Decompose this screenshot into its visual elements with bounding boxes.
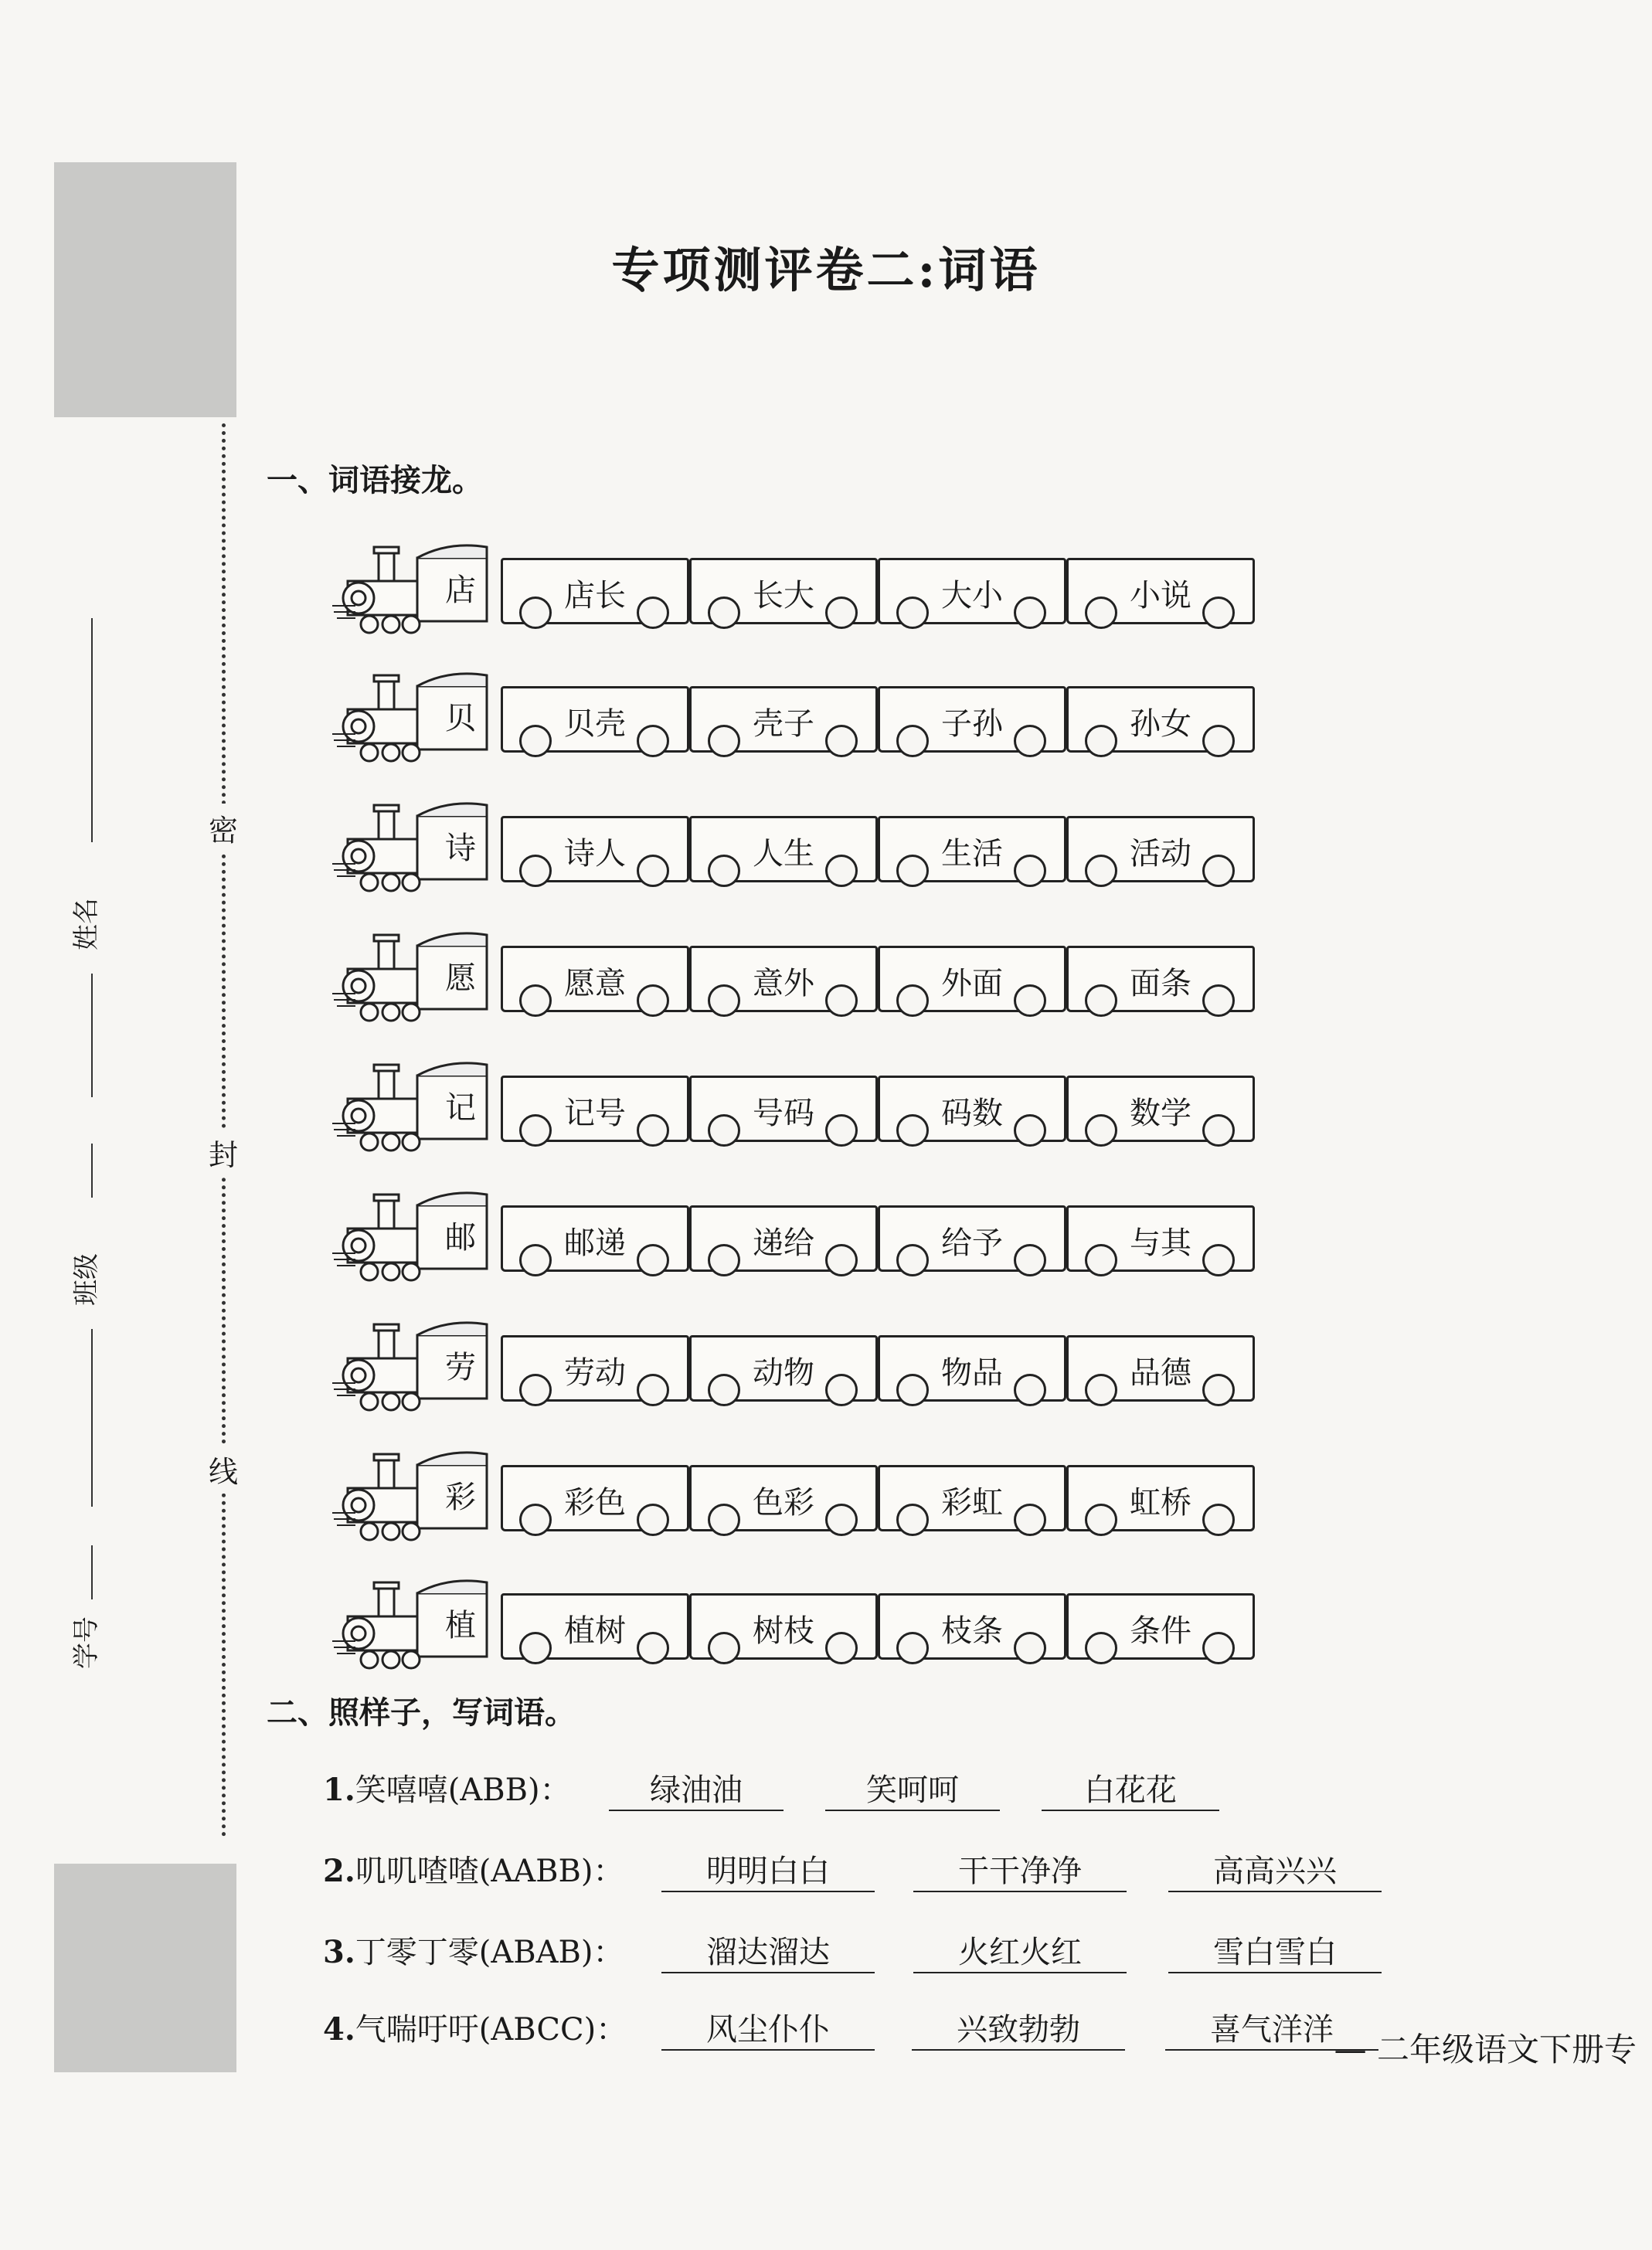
name-field-label: 姓名 bbox=[71, 898, 102, 950]
train-wheel bbox=[825, 596, 858, 629]
item-number: 2. bbox=[323, 1853, 355, 1889]
train-wheel bbox=[637, 1504, 669, 1536]
train-wheel bbox=[519, 1244, 552, 1276]
train-car-word[interactable]: 贝壳 bbox=[564, 706, 626, 742]
train-wheel bbox=[896, 725, 929, 757]
item-number: 4. bbox=[323, 2011, 355, 2048]
answer-field[interactable]: 干干净净 bbox=[913, 1847, 1127, 1892]
train-wheel bbox=[1202, 855, 1235, 887]
class-field-label: 班级 bbox=[71, 1253, 102, 1306]
train-wheel bbox=[1014, 1244, 1046, 1276]
item-separator: ： bbox=[596, 2012, 627, 2048]
word-train bbox=[332, 1576, 1259, 1677]
train-car-word[interactable]: 孙女 bbox=[1130, 706, 1191, 742]
locomotive-icon bbox=[332, 799, 502, 899]
train-wheel bbox=[1202, 725, 1235, 757]
id-field-label: 学号 bbox=[71, 1616, 102, 1669]
train-start-char: 诗 bbox=[445, 831, 476, 866]
train-start-char: 愿 bbox=[445, 960, 476, 996]
train-wheel bbox=[637, 596, 669, 629]
section2-heading: 二、照样子，写词语。 bbox=[267, 1694, 576, 1731]
train-car-word[interactable]: 与其 bbox=[1130, 1225, 1191, 1261]
train-car-word[interactable]: 大小 bbox=[941, 578, 1003, 613]
train-wheel bbox=[1085, 596, 1117, 629]
item-prompt: 叽叽喳喳(AABB) bbox=[355, 1854, 593, 1889]
train-wheel bbox=[708, 596, 740, 629]
locomotive-icon bbox=[332, 541, 502, 641]
answer-field[interactable]: 绿油油 bbox=[609, 1766, 784, 1811]
train-wheel bbox=[825, 1374, 858, 1406]
train-car-word[interactable]: 条件 bbox=[1130, 1613, 1191, 1649]
item-separator: ： bbox=[593, 1935, 624, 1970]
name-field-line-upper bbox=[91, 618, 93, 842]
answer-field[interactable]: 喜气洋洋 bbox=[1165, 2005, 1378, 2051]
train-wheel bbox=[896, 1504, 929, 1536]
page-footer: — 二年级语文下册专 bbox=[1334, 2031, 1637, 2068]
train-car-word[interactable]: 号码 bbox=[753, 1096, 814, 1131]
item-number: 1. bbox=[323, 1772, 355, 1808]
train-wheel bbox=[637, 1244, 669, 1276]
train-wheel bbox=[896, 855, 929, 887]
locomotive-icon bbox=[332, 669, 502, 770]
train-car-word[interactable]: 意外 bbox=[753, 966, 814, 1001]
train-wheel bbox=[1202, 1374, 1235, 1406]
item-number: 3. bbox=[323, 1934, 355, 1970]
train-car-word[interactable]: 物品 bbox=[941, 1355, 1003, 1391]
answer-field[interactable]: 火红火红 bbox=[913, 1928, 1127, 1973]
train-wheel bbox=[896, 984, 929, 1017]
class-field-line-upper bbox=[91, 1144, 93, 1198]
train-car-word[interactable]: 递给 bbox=[753, 1225, 814, 1261]
train-wheel bbox=[1202, 984, 1235, 1017]
train-wheel bbox=[1014, 855, 1046, 887]
train-car-word[interactable]: 诗人 bbox=[564, 836, 626, 872]
train-wheel bbox=[519, 855, 552, 887]
train-wheel bbox=[637, 855, 669, 887]
word-train bbox=[332, 669, 1259, 770]
train-wheel bbox=[708, 1504, 740, 1536]
item-prompt: 气喘吁吁(ABCC) bbox=[355, 2012, 597, 2048]
train-car-word[interactable]: 愿意 bbox=[564, 966, 626, 1001]
item-separator: ： bbox=[593, 1854, 624, 1889]
locomotive-icon bbox=[332, 1576, 502, 1677]
train-wheel bbox=[825, 1632, 858, 1664]
train-car-word[interactable]: 给予 bbox=[941, 1225, 1003, 1261]
train-wheel bbox=[637, 1114, 669, 1147]
word-train bbox=[332, 1188, 1259, 1289]
train-start-char: 邮 bbox=[445, 1220, 476, 1256]
train-wheel bbox=[708, 984, 740, 1017]
train-wheel bbox=[519, 1374, 552, 1406]
train-car-word[interactable]: 长大 bbox=[753, 578, 814, 613]
word-train bbox=[332, 1059, 1259, 1159]
train-wheel bbox=[1014, 984, 1046, 1017]
train-start-char: 劳 bbox=[445, 1350, 476, 1385]
train-car-word[interactable]: 虹桥 bbox=[1130, 1485, 1191, 1521]
train-wheel bbox=[519, 596, 552, 629]
train-wheel bbox=[1085, 1632, 1117, 1664]
train-wheel bbox=[1014, 725, 1046, 757]
seal-char-mi: 密 bbox=[209, 804, 238, 852]
train-wheel bbox=[825, 725, 858, 757]
train-wheel bbox=[519, 1632, 552, 1664]
train-wheel bbox=[637, 1632, 669, 1664]
train-wheel bbox=[1085, 984, 1117, 1017]
train-car-word[interactable]: 树枝 bbox=[753, 1613, 814, 1649]
train-car-word[interactable]: 面条 bbox=[1130, 966, 1191, 1001]
word-train bbox=[332, 1448, 1259, 1548]
train-wheel bbox=[825, 984, 858, 1017]
locomotive-icon bbox=[332, 1448, 502, 1548]
train-wheel bbox=[708, 855, 740, 887]
answer-field[interactable]: 雪白雪白 bbox=[1168, 1928, 1382, 1973]
train-wheel bbox=[825, 1504, 858, 1536]
train-wheel bbox=[1085, 1374, 1117, 1406]
answer-field[interactable]: 白花花 bbox=[1042, 1766, 1219, 1811]
item-prompt: 笑嘻嘻(ABB) bbox=[355, 1772, 540, 1808]
train-wheel bbox=[637, 1374, 669, 1406]
train-wheel bbox=[1014, 596, 1046, 629]
train-car-word[interactable]: 劳动 bbox=[564, 1355, 626, 1391]
train-wheel bbox=[519, 1114, 552, 1147]
train-car-word[interactable]: 活动 bbox=[1130, 836, 1191, 872]
train-car-word[interactable]: 植树 bbox=[564, 1613, 626, 1649]
train-car-word[interactable]: 码数 bbox=[941, 1096, 1003, 1131]
margin-gray-box-bottom bbox=[54, 1864, 236, 2072]
train-car-word[interactable]: 枝条 bbox=[941, 1613, 1003, 1649]
train-car-word[interactable]: 数学 bbox=[1130, 1096, 1191, 1131]
answer-field[interactable]: 风尘仆仆 bbox=[661, 2005, 875, 2051]
train-wheel bbox=[708, 1632, 740, 1664]
train-car-word[interactable]: 外面 bbox=[941, 966, 1003, 1001]
answer-field[interactable]: 明明白白 bbox=[661, 1847, 875, 1892]
locomotive-icon bbox=[332, 1188, 502, 1289]
train-wheel bbox=[519, 984, 552, 1017]
train-wheel bbox=[1202, 1504, 1235, 1536]
train-car-word[interactable]: 邮递 bbox=[564, 1225, 626, 1261]
locomotive-icon bbox=[332, 929, 502, 1029]
train-wheel bbox=[708, 1374, 740, 1406]
train-wheel bbox=[825, 1244, 858, 1276]
train-wheel bbox=[1202, 596, 1235, 629]
train-wheel bbox=[1085, 1244, 1117, 1276]
train-wheel bbox=[1014, 1374, 1046, 1406]
item-prompt: 丁零丁零(ABAB) bbox=[355, 1935, 593, 1970]
train-wheel bbox=[1085, 725, 1117, 757]
word-train bbox=[332, 1318, 1259, 1419]
train-start-char: 彩 bbox=[445, 1480, 476, 1515]
train-car-word[interactable]: 人生 bbox=[753, 836, 814, 872]
answer-field[interactable]: 笑呵呵 bbox=[825, 1766, 1000, 1811]
train-wheel bbox=[708, 1114, 740, 1147]
train-start-char: 贝 bbox=[445, 701, 476, 736]
answer-field[interactable]: 兴致勃勃 bbox=[912, 2005, 1125, 2051]
train-wheel bbox=[896, 1632, 929, 1664]
train-wheel bbox=[637, 984, 669, 1017]
page-title: 专项测评卷二:词语 bbox=[611, 242, 1041, 298]
train-car-word[interactable]: 彩虹 bbox=[941, 1485, 1003, 1521]
seal-char-xian: 线 bbox=[209, 1445, 238, 1494]
train-car-word[interactable]: 店长 bbox=[564, 578, 626, 613]
train-wheel bbox=[1014, 1632, 1046, 1664]
train-wheel bbox=[825, 855, 858, 887]
train-wheel bbox=[637, 725, 669, 757]
item-separator: ： bbox=[539, 1772, 571, 1808]
word-train bbox=[332, 541, 1259, 641]
train-start-char: 记 bbox=[445, 1090, 476, 1126]
train-wheel bbox=[896, 1114, 929, 1147]
locomotive-icon bbox=[332, 1318, 502, 1419]
name-field-line-lower bbox=[91, 974, 93, 1097]
word-train bbox=[332, 799, 1259, 899]
train-wheel bbox=[1014, 1504, 1046, 1536]
train-car-word[interactable]: 记号 bbox=[564, 1096, 626, 1131]
id-field-line bbox=[91, 1545, 93, 1599]
section1-heading: 一、词语接龙。 bbox=[267, 462, 483, 498]
train-wheel bbox=[708, 725, 740, 757]
train-wheel bbox=[1202, 1632, 1235, 1664]
train-car-word[interactable]: 生活 bbox=[941, 836, 1003, 872]
train-wheel bbox=[825, 1114, 858, 1147]
train-wheel bbox=[1202, 1244, 1235, 1276]
train-car-word[interactable]: 色彩 bbox=[753, 1485, 814, 1521]
train-car-word[interactable]: 小说 bbox=[1130, 578, 1191, 613]
train-wheel bbox=[1085, 1114, 1117, 1147]
class-field-line-lower bbox=[91, 1329, 93, 1507]
train-wheel bbox=[1202, 1114, 1235, 1147]
train-wheel bbox=[896, 1374, 929, 1406]
train-car-word[interactable]: 品德 bbox=[1130, 1355, 1191, 1391]
train-wheel bbox=[1085, 1504, 1117, 1536]
locomotive-icon bbox=[332, 1059, 502, 1159]
train-wheel bbox=[519, 1504, 552, 1536]
train-wheel bbox=[896, 1244, 929, 1276]
answer-field[interactable]: 溜达溜达 bbox=[661, 1928, 875, 1973]
train-wheel bbox=[519, 725, 552, 757]
train-start-char: 店 bbox=[445, 573, 476, 608]
answer-field[interactable]: 高高兴兴 bbox=[1168, 1847, 1382, 1892]
train-wheel bbox=[1014, 1114, 1046, 1147]
train-car-word[interactable]: 动物 bbox=[753, 1355, 814, 1391]
train-wheel bbox=[1085, 855, 1117, 887]
word-train bbox=[332, 929, 1259, 1029]
train-start-char: 植 bbox=[445, 1608, 476, 1643]
train-car-word[interactable]: 壳子 bbox=[753, 706, 814, 742]
train-wheel bbox=[708, 1244, 740, 1276]
train-wheel bbox=[896, 596, 929, 629]
train-car-word[interactable]: 子孙 bbox=[941, 706, 1003, 742]
train-car-word[interactable]: 彩色 bbox=[564, 1485, 626, 1521]
seal-char-feng: 封 bbox=[209, 1128, 238, 1177]
